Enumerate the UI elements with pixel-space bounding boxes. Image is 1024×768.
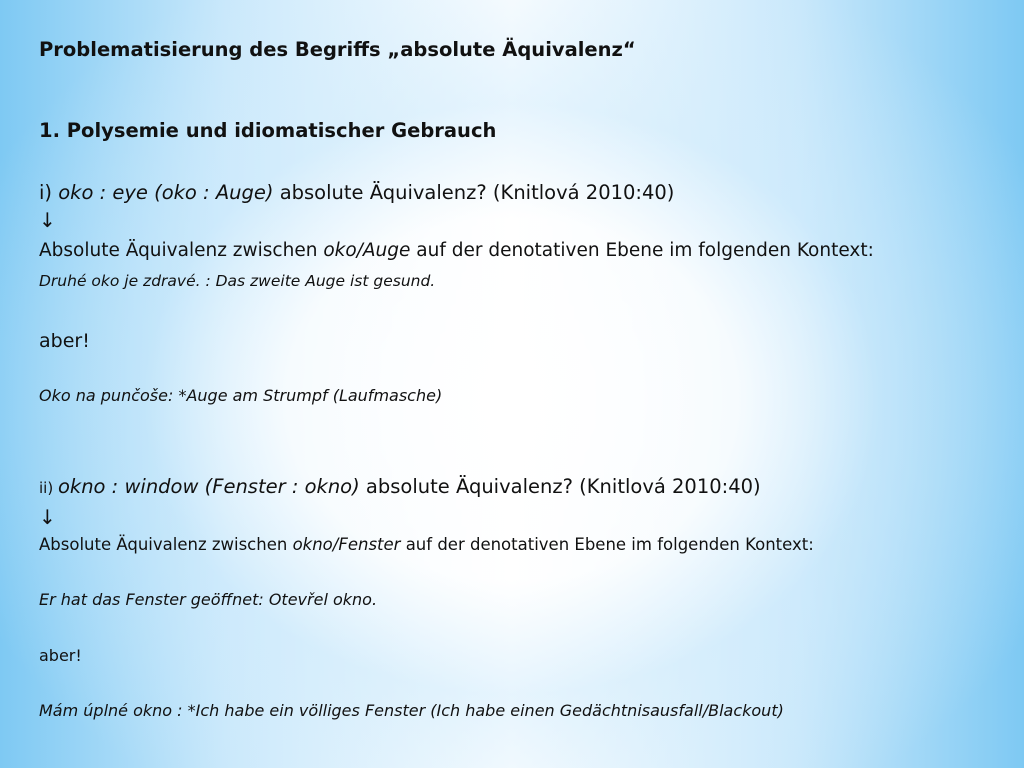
section-i-counter-example: Oko na punčoše: *Auge am Strumpf (Laufmasche)	[39, 386, 443, 405]
section-ii-abs-suffix: auf der denotativen Ebene im folgenden Kontext:	[400, 535, 814, 554]
section-ii-example: Er hat das Fenster geöffnet: Otevřel okno.	[39, 590, 378, 609]
section-i-question: absolute Äquivalenz? (Knitlová 2010:40)	[273, 181, 675, 204]
section-ii-absolute	[39, 535, 814, 554]
section-ii-aber: aber!	[39, 646, 82, 665]
section-heading: 1. Polysemie und idiomatischer Gebrauch	[39, 119, 497, 142]
section-ii-abs-pair: okno/Fenster	[292, 535, 401, 554]
section-i-line	[39, 181, 674, 204]
slide-title: Problematisierung des Begriffs „absolute Äquivalenz“	[39, 38, 636, 61]
section-i-abs-pair: oko/Auge	[323, 240, 411, 261]
section-ii-counter-example: Mám úplné okno : *Ich habe ein völliges Fenster (Ich habe einen Gedächtnisausfall/Blackout)	[39, 701, 784, 720]
section-i-aber: aber!	[39, 330, 90, 352]
section-ii-abs-prefix: Absolute Äquivalenz zwischen	[39, 535, 293, 554]
section-i-pair: oko : eye (oko : Auge)	[58, 181, 274, 204]
section-ii-question: absolute Äquivalenz? (Knitlová 2010:40)	[359, 475, 761, 498]
section-ii-line	[39, 475, 761, 498]
down-arrow-icon: ↓	[39, 505, 56, 529]
section-i-abs-suffix: auf der denotativen Ebene im folgenden Kontext:	[410, 240, 874, 261]
section-ii-marker: ii)	[39, 479, 58, 497]
section-i-marker: i)	[39, 181, 59, 204]
section-i-absolute	[39, 240, 874, 261]
section-ii-pair: okno : window (Fenster : okno)	[57, 475, 360, 498]
section-i-abs-prefix: Absolute Äquivalenz zwischen	[39, 240, 324, 261]
down-arrow-icon: ↓	[39, 208, 56, 232]
section-i-example: Druhé oko je zdravé. : Das zweite Auge ist gesund.	[39, 272, 436, 290]
